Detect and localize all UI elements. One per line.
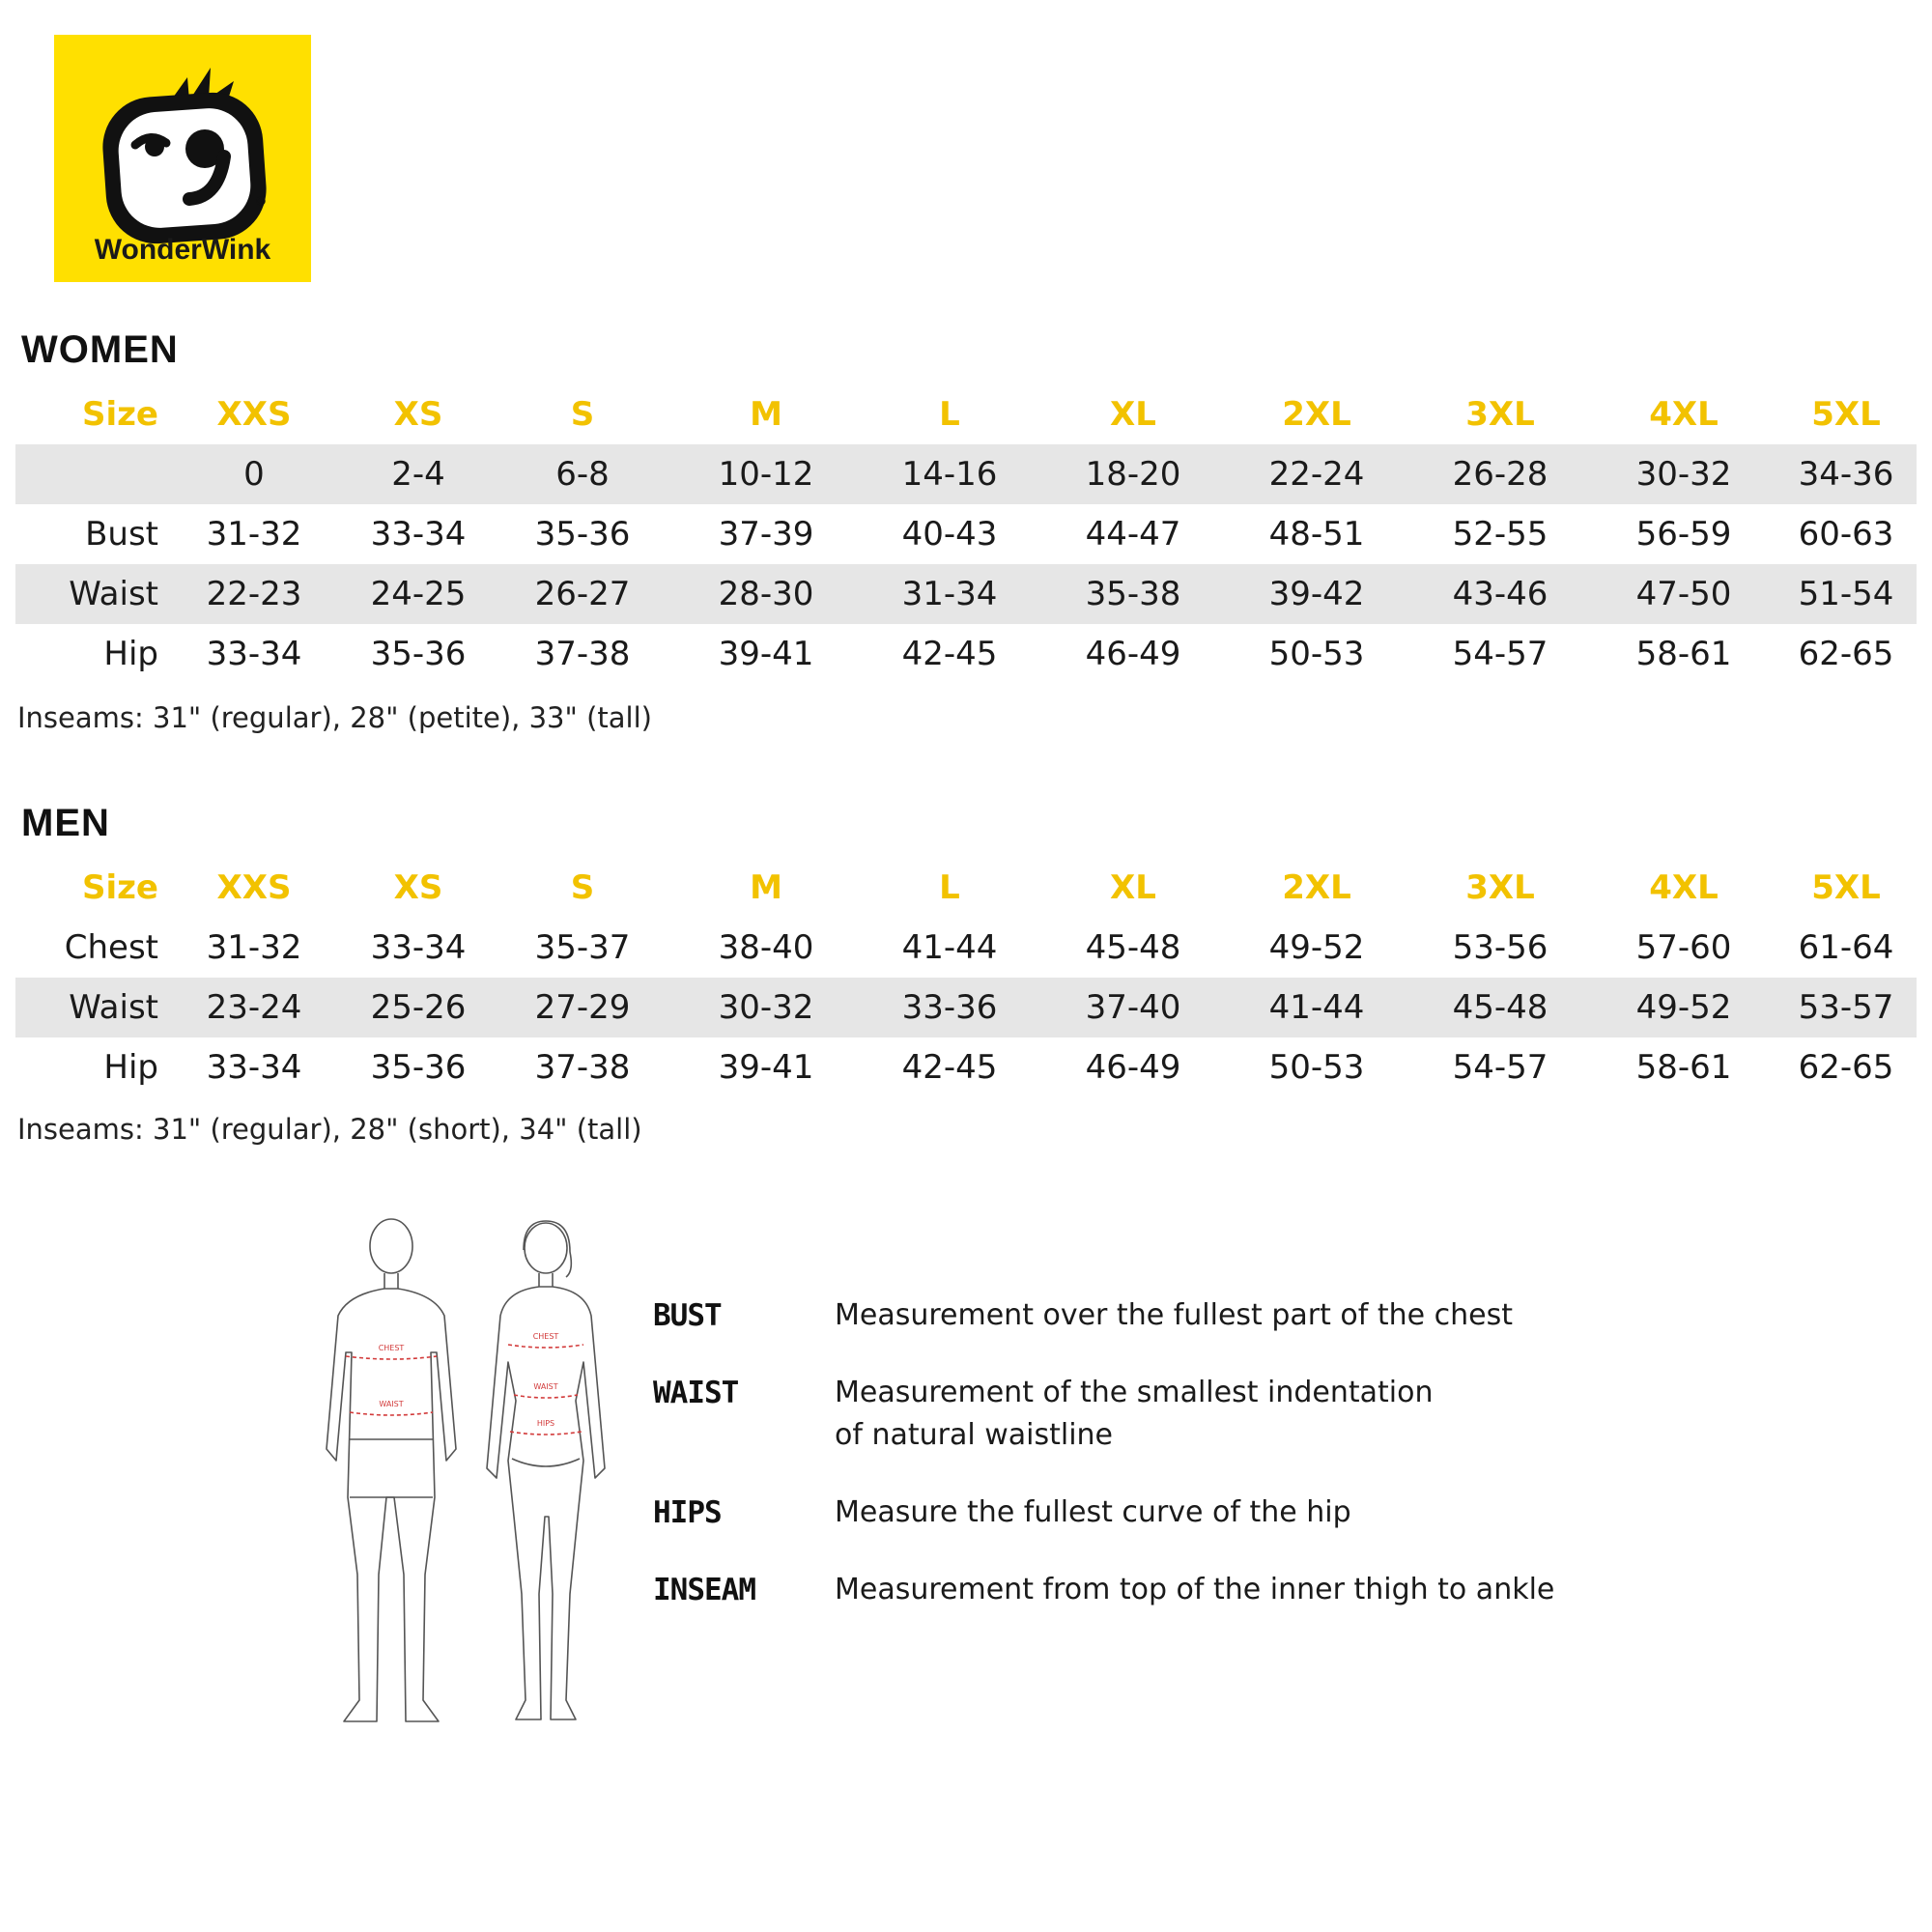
row-label: Bust <box>85 515 158 554</box>
size-header: XL <box>1110 868 1156 907</box>
waist-label: WAIST <box>533 1382 558 1391</box>
table-cell: 23-24 <box>162 978 346 1037</box>
table-cell: 42-45 <box>901 1048 998 1087</box>
table-cell: 49-52 <box>1592 978 1776 1037</box>
table-cell: 60-63 <box>1798 515 1894 554</box>
table-cell: 31-34 <box>858 564 1041 624</box>
definition-term: INSEAM <box>653 1573 755 1607</box>
table-cell: 30-32 <box>1592 444 1776 504</box>
table-cell: 26-28 <box>1408 444 1592 504</box>
table-cell: 30-32 <box>674 978 858 1037</box>
size-header: 4XL <box>1649 395 1719 434</box>
table-cell: 48-51 <box>1268 515 1365 554</box>
bust-row <box>15 504 1917 564</box>
women-section-title: WOMEN <box>21 328 179 371</box>
numeric-size-row <box>15 444 1917 504</box>
definition-description: Measurement of the smallest indentation of natural waistline <box>835 1376 1434 1452</box>
hips-label: HIPS <box>536 1419 555 1428</box>
size-header: L <box>939 868 960 907</box>
table-cell: 35-38 <box>1041 564 1225 624</box>
table-cell: 33-34 <box>370 928 467 967</box>
women-inseams-note: Inseams: 31" (regular), 28" (petite), 33" (tall) <box>17 701 652 734</box>
waist-row <box>15 978 1917 1037</box>
table-cell: 62-65 <box>1798 1048 1894 1087</box>
size-header: 3XL <box>1465 868 1535 907</box>
definition-term: HIPS <box>653 1495 722 1530</box>
table-cell: 2-4 <box>346 444 491 504</box>
definition-description: Measurement over the fullest part of the chest <box>835 1298 1513 1332</box>
table-cell: 45-48 <box>1408 978 1592 1037</box>
size-header: 2XL <box>1282 395 1351 434</box>
measurement-figures <box>309 1208 618 1734</box>
table-cell: 26-27 <box>491 564 674 624</box>
table-cell: 34-36 <box>1776 444 1917 504</box>
table-cell: 46-49 <box>1085 1048 1181 1087</box>
table-cell: 52-55 <box>1452 515 1548 554</box>
table-cell: 6-8 <box>491 444 674 504</box>
table-cell: 35-36 <box>534 515 631 554</box>
waist-line-male <box>350 1412 433 1415</box>
table-cell: 37-38 <box>534 1048 631 1087</box>
table-cell: 37-39 <box>718 515 814 554</box>
definition-waist <box>653 1372 1909 1457</box>
row-label: Chest <box>64 928 158 967</box>
table-cell: 53-56 <box>1452 928 1548 967</box>
chest-line-male <box>346 1356 437 1359</box>
table-cell: 33-36 <box>858 978 1041 1037</box>
table-cell: 39-41 <box>718 1048 814 1087</box>
table-cell: 22-23 <box>162 564 346 624</box>
definition-inseam <box>653 1569 1909 1611</box>
size-header: S <box>570 868 595 907</box>
table-cell: 22-24 <box>1225 444 1408 504</box>
size-header-label: Size <box>82 395 158 434</box>
size-header-row <box>15 858 1917 918</box>
size-header: XS <box>393 868 443 907</box>
waist-row <box>15 564 1917 624</box>
table-cell: 27-29 <box>491 978 674 1037</box>
table-cell: 39-42 <box>1225 564 1408 624</box>
row-label: Waist <box>15 978 162 1037</box>
table-cell: 35-36 <box>370 635 467 673</box>
wonderwink-logo <box>54 35 311 282</box>
hips-line-female <box>510 1432 582 1435</box>
row-label: Hip <box>103 635 158 673</box>
table-cell: 56-59 <box>1635 515 1732 554</box>
table-cell: 41-44 <box>901 928 998 967</box>
chest-row <box>15 918 1917 978</box>
chest-line-female <box>508 1345 583 1348</box>
table-cell: 10-12 <box>674 444 858 504</box>
table-cell: 57-60 <box>1635 928 1732 967</box>
size-header: 5XL <box>1811 868 1881 907</box>
table-cell: 43-46 <box>1408 564 1592 624</box>
hip-row <box>15 1037 1917 1097</box>
female-figure-icon <box>487 1221 605 1719</box>
definition-hips <box>653 1492 1909 1534</box>
size-header: M <box>750 395 782 434</box>
table-cell: 44-47 <box>1085 515 1181 554</box>
men-inseams-note: Inseams: 31" (regular), 28" (short), 34" (tall) <box>17 1113 642 1146</box>
men-section-title: MEN <box>21 802 110 844</box>
table-cell: 0 <box>162 444 346 504</box>
table-cell: 58-61 <box>1635 635 1732 673</box>
size-header: XXS <box>216 868 292 907</box>
definition-term: WAIST <box>653 1376 739 1410</box>
table-cell: 14-16 <box>858 444 1041 504</box>
table-cell: 53-57 <box>1776 978 1917 1037</box>
women-size-table <box>15 384 1917 684</box>
table-cell: 28-30 <box>674 564 858 624</box>
size-header: 2XL <box>1282 868 1351 907</box>
male-figure-icon <box>327 1219 456 1721</box>
table-cell: 62-65 <box>1798 635 1894 673</box>
table-cell: 24-25 <box>346 564 491 624</box>
definition-term: BUST <box>653 1298 722 1333</box>
size-header: XS <box>393 395 443 434</box>
table-cell: 37-38 <box>534 635 631 673</box>
waist-line-female <box>514 1395 578 1398</box>
logo-wordmark: WonderWink <box>94 234 271 266</box>
table-cell: 18-20 <box>1041 444 1225 504</box>
chest-label: CHEST <box>378 1344 405 1352</box>
row-label: Hip <box>103 1048 158 1087</box>
table-cell: 33-34 <box>206 635 302 673</box>
table-cell: 38-40 <box>718 928 814 967</box>
table-cell: 50-53 <box>1268 1048 1365 1087</box>
table-cell: 37-40 <box>1041 978 1225 1037</box>
table-cell: 58-61 <box>1635 1048 1732 1087</box>
table-cell: 39-41 <box>718 635 814 673</box>
table-cell: 46-49 <box>1085 635 1181 673</box>
table-cell: 41-44 <box>1225 978 1408 1037</box>
hip-row <box>15 624 1917 684</box>
size-header: M <box>750 868 782 907</box>
measurement-definitions <box>653 1294 1909 1646</box>
definition-bust <box>653 1294 1909 1337</box>
size-header: XL <box>1110 395 1156 434</box>
table-cell: 54-57 <box>1452 1048 1548 1087</box>
table-cell: 31-32 <box>206 928 302 967</box>
definition-description: Measurement from top of the inner thigh to ankle <box>835 1573 1555 1606</box>
table-cell: 61-64 <box>1798 928 1894 967</box>
size-header: L <box>939 395 960 434</box>
table-cell: 33-34 <box>370 515 467 554</box>
waist-label: WAIST <box>379 1400 404 1408</box>
size-header-row <box>15 384 1917 444</box>
row-label <box>15 444 162 504</box>
men-size-table <box>15 858 1917 1097</box>
size-header: 5XL <box>1811 395 1881 434</box>
table-cell: 33-34 <box>206 1048 302 1087</box>
table-cell: 47-50 <box>1592 564 1776 624</box>
table-cell: 45-48 <box>1085 928 1181 967</box>
table-cell: 51-54 <box>1776 564 1917 624</box>
size-header: XXS <box>216 395 292 434</box>
size-header: S <box>570 395 595 434</box>
table-cell: 35-36 <box>370 1048 467 1087</box>
table-cell: 31-32 <box>206 515 302 554</box>
table-cell: 49-52 <box>1268 928 1365 967</box>
row-label: Waist <box>15 564 162 624</box>
size-header: 4XL <box>1649 868 1719 907</box>
chest-label: CHEST <box>532 1332 559 1341</box>
size-header-label: Size <box>82 868 158 907</box>
table-cell: 40-43 <box>901 515 998 554</box>
table-cell: 54-57 <box>1452 635 1548 673</box>
table-cell: 42-45 <box>901 635 998 673</box>
definition-description: Measure the fullest curve of the hip <box>835 1495 1351 1529</box>
table-cell: 50-53 <box>1268 635 1365 673</box>
table-cell: 25-26 <box>346 978 491 1037</box>
size-header: 3XL <box>1465 395 1535 434</box>
table-cell: 35-37 <box>534 928 631 967</box>
